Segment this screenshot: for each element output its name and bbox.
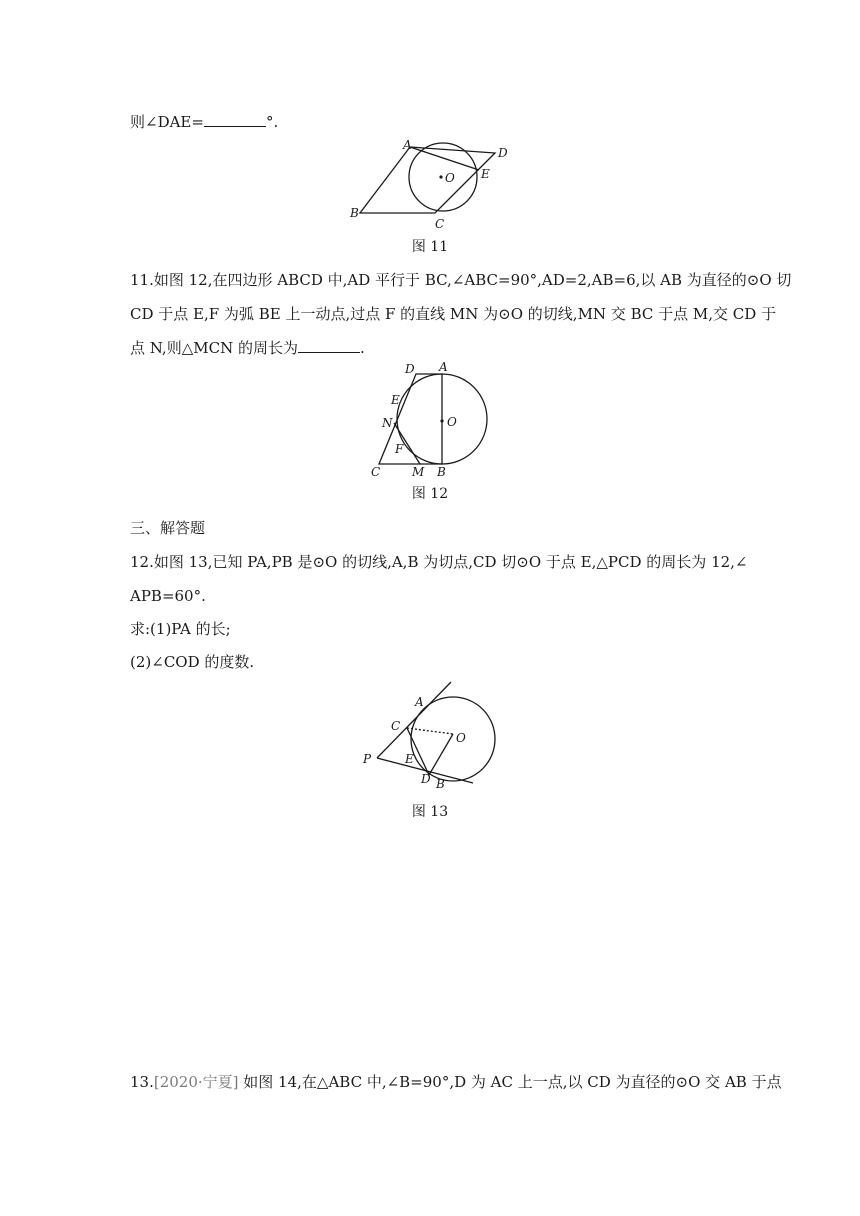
fig12-label-m: M	[412, 465, 425, 479]
fig11-label-d: D	[498, 146, 508, 160]
q11-line-3	[130, 338, 365, 358]
fig13-segment-co	[407, 728, 453, 734]
fig13-tangent-pa	[377, 682, 451, 758]
q10-text-after: °.	[265, 113, 279, 131]
fig11-label-b: B	[350, 206, 359, 220]
figure-12	[365, 360, 505, 480]
fig11-circle	[409, 143, 477, 211]
fig13-label-d: D	[421, 772, 431, 786]
fig12-center-dot	[440, 419, 443, 422]
q12-line-1: 12.如图 13,已知 PA,PB 是⊙O 的切线,A,B 为切点,CD 切⊙O 于点 E,△PCD 的周长为 12,∠	[130, 553, 748, 571]
q10-answer-blank[interactable]	[204, 112, 266, 127]
fig11-label-e: E	[481, 167, 490, 181]
fig13-caption: 图 13	[411, 804, 449, 820]
q11-text-before: 点 N,则△MCN 的周长为	[130, 339, 298, 357]
fig12-label-o: O	[447, 415, 457, 429]
figure-13	[355, 678, 515, 793]
fig12-label-n: N	[382, 416, 393, 430]
fig13-label-o: O	[456, 731, 466, 745]
q10-answer-line	[130, 112, 278, 132]
q11-text-after: .	[359, 339, 365, 357]
fig12-label-d: D	[405, 362, 415, 376]
q12-line-4: (2)∠COD 的度数.	[130, 653, 255, 671]
q13-source-tag: [2020·宁夏]	[153, 1073, 239, 1091]
fig13-segment-do	[429, 734, 453, 775]
fig12-label-e: E	[391, 393, 400, 407]
q13-line-1	[130, 1072, 782, 1092]
q13-number: 13.	[130, 1073, 154, 1091]
fig11-label-a: A	[403, 138, 412, 152]
q12-line-2: APB=60°.	[130, 587, 206, 605]
q13-text: 如图 14,在△ABC 中,∠B=90°,D 为 AC 上一点,以 CD 为直径的⊙O 交 AB 于点	[238, 1073, 782, 1091]
fig13-label-b: B	[436, 777, 445, 791]
fig12-label-b: B	[437, 465, 446, 479]
q12-line-3: 求:(1)PA 的长;	[130, 620, 231, 638]
fig12-label-a: A	[439, 360, 448, 374]
fig13-label-e: E	[405, 752, 414, 766]
fig12-label-f: F	[395, 442, 404, 456]
fig13-label-a: A	[415, 695, 424, 709]
fig13-label-c: C	[391, 719, 401, 733]
fig12-caption: 图 12	[411, 486, 449, 502]
q11-line-2: CD 于点 E,F 为弧 BE 上一动点,过点 F 的直线 MN 为⊙O 的切线,MN 交 BC 于点 M,交 CD 于	[130, 305, 777, 323]
section-title: 三、解答题	[130, 519, 206, 537]
q11-answer-blank[interactable]	[298, 338, 360, 353]
fig11-label-o: O	[445, 171, 455, 185]
q10-text-before: 则∠DAE=	[130, 113, 204, 131]
fig11-label-c: C	[435, 217, 445, 231]
figure-11	[345, 135, 525, 235]
fig11-center-dot	[439, 175, 442, 178]
fig12-label-c: C	[371, 465, 381, 479]
fig11-parallelogram	[360, 147, 495, 213]
fig11-caption: 图 11	[411, 239, 449, 255]
q11-line-1: 11.如图 12,在四边形 ABCD 中,AD 平行于 BC,∠ABC=90°,AD=2,AB=6,以 AB 为直径的⊙O 切	[130, 271, 792, 289]
fig13-label-p: P	[363, 752, 372, 766]
fig11-segment-ae	[410, 147, 479, 170]
